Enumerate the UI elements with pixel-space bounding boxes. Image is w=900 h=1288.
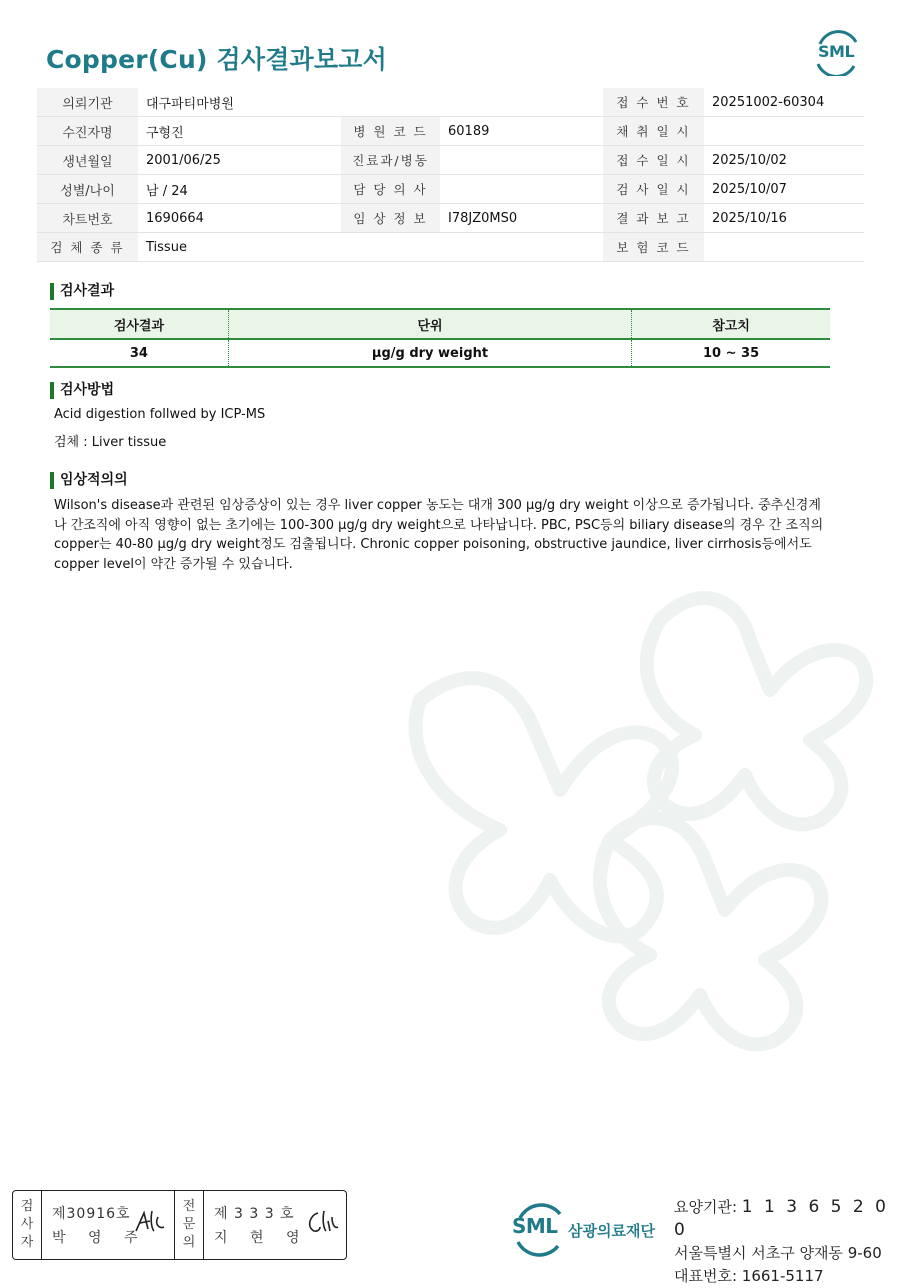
sml-logo bbox=[812, 30, 862, 76]
info-value bbox=[440, 175, 603, 204]
info-value: Tissue bbox=[138, 233, 341, 262]
footer-code-line bbox=[674, 1196, 900, 1242]
examiner-name: 박 영 주 bbox=[52, 1230, 147, 1246]
specialist-signature bbox=[304, 1207, 340, 1237]
table-row bbox=[37, 204, 864, 233]
logo-text: SML bbox=[818, 42, 855, 61]
results-col-reference: 참고치 bbox=[632, 309, 830, 339]
examiner-entry bbox=[42, 1191, 175, 1259]
info-value: I78JZ0MS0 bbox=[440, 204, 603, 233]
table-row bbox=[37, 146, 864, 175]
info-label: 접 수 번 호 bbox=[603, 88, 704, 117]
examiner-signature bbox=[132, 1207, 168, 1237]
info-label: 성별/나이 bbox=[37, 175, 138, 204]
info-label: 채 취 일 시 bbox=[603, 117, 704, 146]
info-value bbox=[440, 88, 603, 117]
info-label: 진료과/병동 bbox=[341, 146, 440, 175]
info-value: 2025/10/07 bbox=[704, 175, 864, 204]
info-value: 남 / 24 bbox=[138, 175, 341, 204]
table-row bbox=[37, 233, 864, 262]
specialist-label-char: 전 bbox=[182, 1199, 196, 1214]
info-value: 대구파티마병원 bbox=[138, 88, 341, 117]
method-line: Acid digestion follwed by ICP-MS bbox=[54, 407, 266, 422]
footer-logo-text: SML bbox=[512, 1214, 558, 1238]
footer-phone-line bbox=[674, 1265, 900, 1288]
specialist-entry bbox=[204, 1191, 346, 1259]
watermark-cross-icon bbox=[360, 540, 900, 1060]
info-value bbox=[440, 146, 603, 175]
footer-code-label: 요양기관: bbox=[674, 1198, 742, 1216]
patient-info-table bbox=[37, 88, 864, 262]
results-col-result: 검사결과 bbox=[50, 309, 228, 339]
examiner-label bbox=[13, 1191, 42, 1259]
specialist-name: 지 현 영 bbox=[214, 1230, 309, 1246]
specialist-license-no: 제 3 3 3 호 bbox=[214, 1206, 295, 1222]
info-label: 생년월일 bbox=[37, 146, 138, 175]
info-label: 보 험 코 드 bbox=[603, 233, 704, 262]
info-label bbox=[341, 233, 440, 262]
info-label: 담 당 의 사 bbox=[341, 175, 440, 204]
table-row bbox=[37, 175, 864, 204]
info-label: 검 사 일 시 bbox=[603, 175, 704, 204]
footer-logo bbox=[510, 1200, 660, 1258]
info-value: 1690664 bbox=[138, 204, 341, 233]
signature-box bbox=[12, 1190, 347, 1260]
clinical-heading: 임상적의의 bbox=[50, 472, 128, 489]
specialist-label bbox=[175, 1191, 204, 1259]
result-unit: μg/g dry weight bbox=[228, 339, 631, 367]
table-row bbox=[37, 117, 864, 146]
specimen-line: 검체 : Liver tissue bbox=[54, 435, 167, 450]
info-label: 검 체 종 류 bbox=[37, 233, 138, 262]
footer-code-value: 1 1 3 6 5 2 0 0 bbox=[674, 1197, 889, 1240]
info-value bbox=[704, 117, 864, 146]
info-label: 차트번호 bbox=[37, 204, 138, 233]
info-value bbox=[704, 233, 864, 262]
examiner-label-char: 검 bbox=[20, 1199, 34, 1214]
info-label: 접 수 일 시 bbox=[603, 146, 704, 175]
table-row bbox=[37, 88, 864, 117]
info-value: 2025/10/16 bbox=[704, 204, 864, 233]
footer-org-name: 삼광의료재단 bbox=[568, 1222, 655, 1240]
info-label: 수진자명 bbox=[37, 117, 138, 146]
method-heading: 검사방법 bbox=[50, 382, 114, 399]
examiner-label-char: 사 bbox=[20, 1217, 34, 1232]
footer-info bbox=[674, 1196, 900, 1288]
info-value: 2001/06/25 bbox=[138, 146, 341, 175]
clinical-significance-text: Wilson's disease과 관련된 임상증상이 있는 경우 liver copper 농도는 대개 300 μg/g dry weight 이상으로 증가됩니다. 중추신경계나 간조직에 아직 영향이 없는 초기에는 100-300 μg/g dry weight으로 나타납니다. PBC, PSC등의 biliary disease의 경우 간 조직의 copper는 40-80 μg/g dry weight정도 검출됩니다. Chronic copper poisoning, obstructive jaundice, liver cirrhosis등에서도 copper level이 약간 증가될 수 있습니다. bbox=[54, 498, 824, 572]
table-row bbox=[50, 339, 830, 367]
info-label: 결 과 보 고 bbox=[603, 204, 704, 233]
footer-phone-label: 대표번호: bbox=[674, 1267, 742, 1285]
report-title: Copper(Cu) 검사결과보고서 bbox=[46, 45, 387, 74]
results-col-unit: 단위 bbox=[228, 309, 631, 339]
results-heading: 검사결과 bbox=[50, 283, 114, 300]
footer-address: 서울특별시 서초구 양재동 9-60 bbox=[674, 1244, 882, 1262]
info-label: 병 원 코 드 bbox=[341, 117, 440, 146]
result-reference: 10 ~ 35 bbox=[632, 339, 830, 367]
specialist-label-char: 문 bbox=[182, 1217, 196, 1232]
info-value: 2025/10/02 bbox=[704, 146, 864, 175]
info-label bbox=[341, 88, 440, 117]
results-table bbox=[50, 308, 830, 368]
footer-phone-value: 1661-5117 bbox=[741, 1267, 824, 1285]
info-label: 임 상 정 보 bbox=[341, 204, 440, 233]
examiner-license-no: 제30916호 bbox=[52, 1206, 131, 1222]
info-label: 의뢰기관 bbox=[37, 88, 138, 117]
result-value: 34 bbox=[50, 339, 228, 367]
info-value: 20251002-60304 bbox=[704, 88, 864, 117]
examiner-label-char: 자 bbox=[20, 1235, 34, 1250]
info-value: 60189 bbox=[440, 117, 603, 146]
info-value: 구형진 bbox=[138, 117, 341, 146]
info-value bbox=[440, 233, 603, 262]
specialist-label-char: 의 bbox=[182, 1235, 196, 1250]
